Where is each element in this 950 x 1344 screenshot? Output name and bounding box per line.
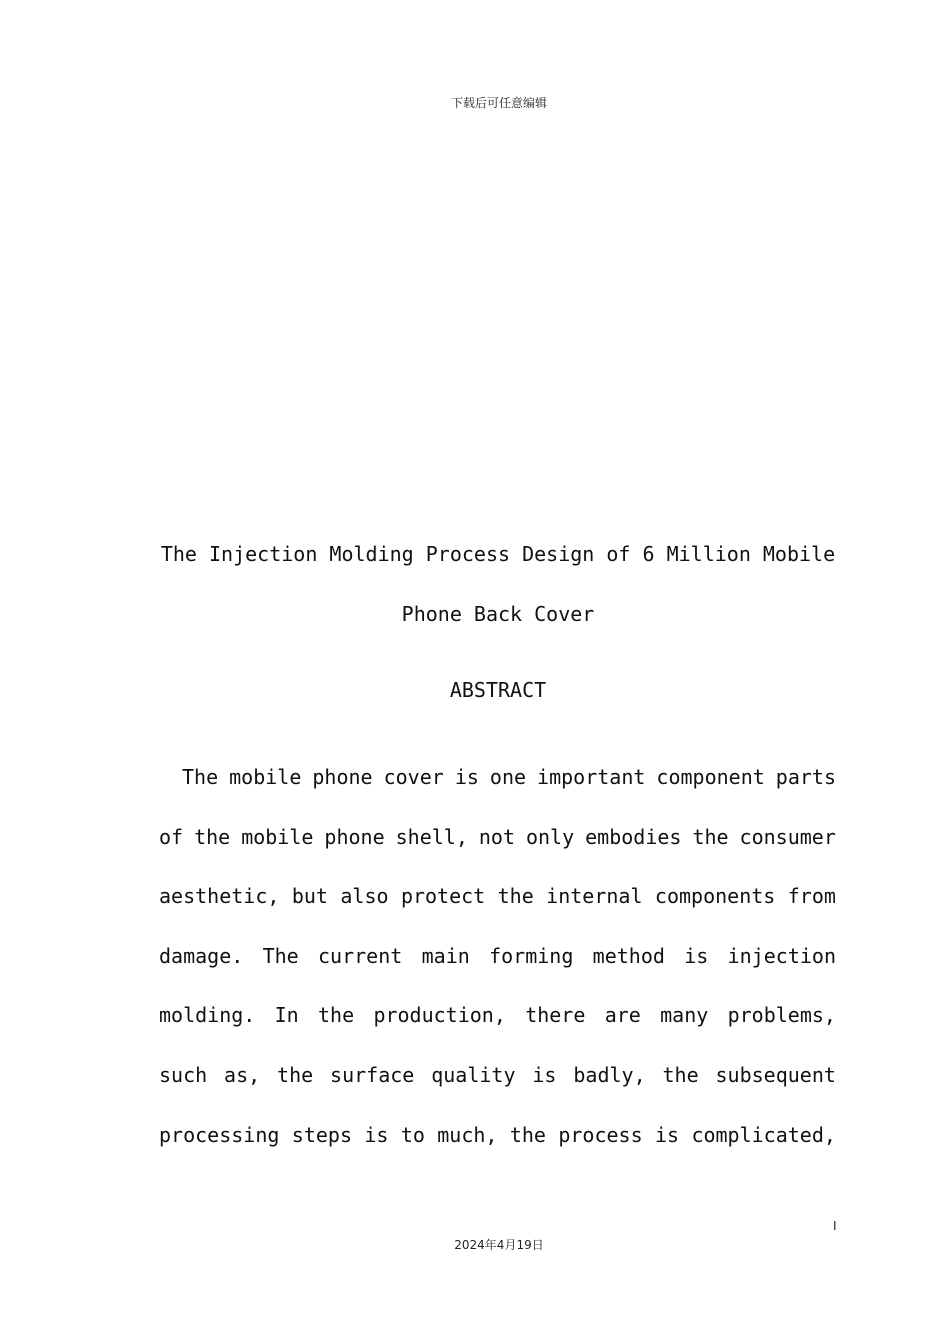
body-word: component xyxy=(656,765,765,789)
body-word: phone xyxy=(312,765,373,789)
body-word: components xyxy=(654,884,776,909)
body-word: main xyxy=(421,943,470,968)
body-word: shell, xyxy=(395,824,468,849)
body-word: the xyxy=(692,824,729,849)
body-word: there xyxy=(525,1003,586,1028)
body-line xyxy=(159,986,836,1046)
body-word: subsequent xyxy=(715,1062,836,1087)
body-line xyxy=(159,1106,836,1166)
body-word: as, xyxy=(224,1062,261,1087)
body-word: the xyxy=(194,824,231,849)
body-word: problems, xyxy=(727,1003,836,1028)
body-word: phone xyxy=(324,824,385,849)
body-word: molding. xyxy=(159,1003,256,1028)
body-word: steps xyxy=(291,1122,352,1147)
body-word: method xyxy=(592,943,665,968)
body-word: cover xyxy=(383,765,444,789)
body-word: is xyxy=(684,943,709,968)
body-word: The xyxy=(262,943,299,968)
body-word: the xyxy=(509,1122,546,1147)
body-word: forming xyxy=(489,943,574,968)
body-word: only xyxy=(525,824,575,849)
body-word: not xyxy=(478,824,515,849)
abstract-body xyxy=(159,748,836,1165)
body-word: is xyxy=(454,765,479,789)
body-word: also xyxy=(340,884,389,909)
body-line xyxy=(159,867,836,927)
body-word: mobile xyxy=(229,765,302,789)
body-word: consumer xyxy=(739,824,836,849)
body-word: but xyxy=(291,884,328,909)
body-word: the xyxy=(662,1062,699,1087)
body-word: complicated, xyxy=(691,1122,836,1147)
body-word: the xyxy=(497,884,534,909)
body-word: the xyxy=(277,1062,314,1087)
title-line-2: Phone Back Cover xyxy=(401,602,595,626)
body-word: such xyxy=(159,1062,208,1087)
body-word: protect xyxy=(400,884,486,909)
footer-date: 2024年4月19日 xyxy=(454,1238,544,1252)
body-word: many xyxy=(660,1003,709,1028)
body-word: In xyxy=(274,1003,299,1028)
body-word: process xyxy=(558,1122,643,1147)
body-word: is xyxy=(532,1062,557,1087)
body-word: parts xyxy=(775,765,836,789)
body-line xyxy=(159,808,836,868)
body-word: is xyxy=(654,1122,680,1147)
body-word: important xyxy=(537,765,646,789)
body-word: much, xyxy=(437,1122,498,1147)
page-number: I xyxy=(833,1219,837,1233)
body-word: The xyxy=(182,765,219,789)
body-word: from xyxy=(787,884,836,909)
body-word: embodies xyxy=(585,824,682,849)
body-word: one xyxy=(489,765,527,789)
body-line xyxy=(159,927,836,987)
abstract-heading: ABSTRACT xyxy=(449,678,547,702)
body-word: mobile xyxy=(241,824,314,849)
body-word: badly, xyxy=(573,1062,646,1087)
body-word: current xyxy=(318,943,403,968)
body-word: injection xyxy=(727,943,836,968)
body-word: are xyxy=(604,1003,641,1028)
title-line-1: The Injection Molding Process Design of 6 Million Mobile xyxy=(160,542,836,566)
body-line xyxy=(159,1046,836,1106)
body-line xyxy=(159,748,836,808)
body-word: is xyxy=(364,1122,389,1147)
body-word: processing xyxy=(159,1122,280,1147)
body-word: aesthetic, xyxy=(159,884,280,909)
body-word: surface xyxy=(330,1062,415,1087)
body-word: of xyxy=(159,824,184,849)
header-note: 下载后可任意编辑 xyxy=(450,96,547,110)
body-word: damage. xyxy=(159,943,244,968)
document-title xyxy=(120,524,876,644)
body-word: the xyxy=(318,1003,355,1028)
body-word: production, xyxy=(373,1003,506,1028)
body-word: to xyxy=(400,1122,425,1147)
body-word: quality xyxy=(431,1062,516,1087)
body-word: internal xyxy=(546,884,643,909)
